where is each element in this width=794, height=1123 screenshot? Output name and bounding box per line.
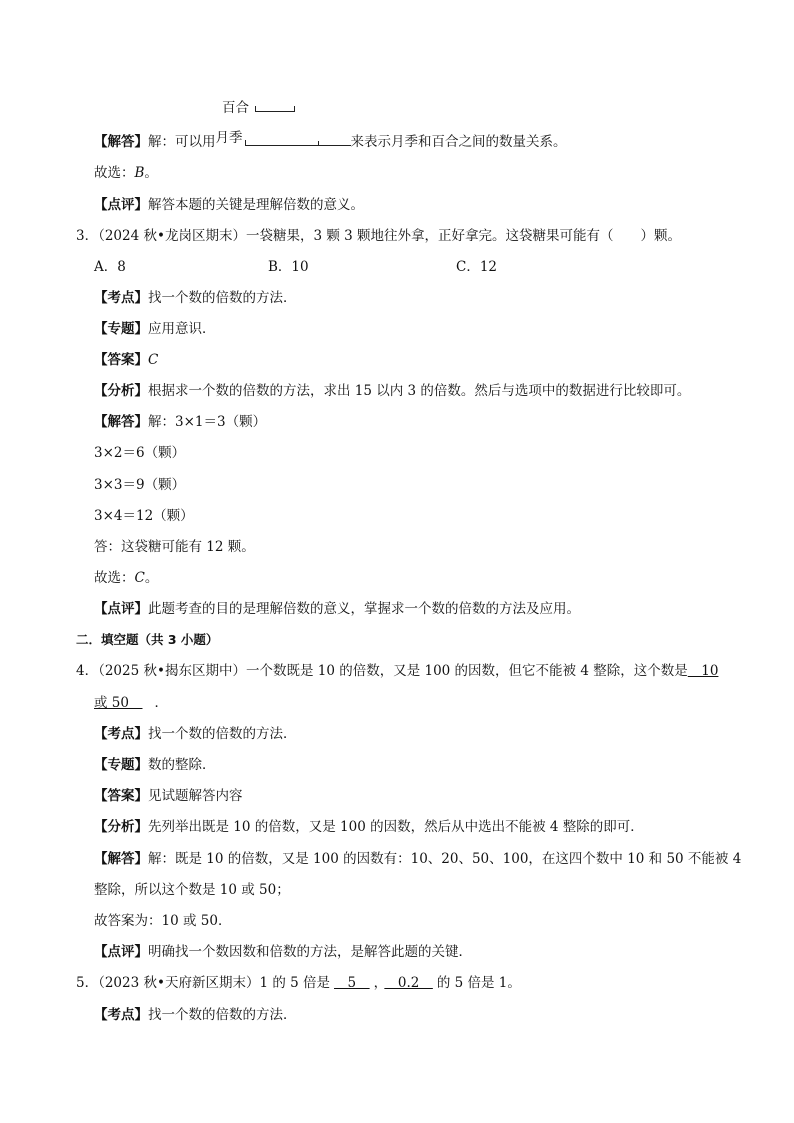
q5-blank-1: 5 [334, 975, 370, 991]
guxuan-answer: C [134, 570, 145, 586]
baihe-bracket [255, 106, 295, 112]
kaodian-tag: 【考点】 [94, 1007, 148, 1023]
q3-guxuan [94, 568, 158, 588]
fenxi-tag: 【分析】 [94, 819, 148, 835]
kaodian-tag: 【考点】 [94, 290, 148, 306]
q3-line-1: 3×2＝6（颗） [94, 445, 186, 461]
q3-option-a: A．8 [94, 259, 126, 275]
q5-mid: ， [373, 975, 381, 991]
q3-line-3: 3×4＝12（颗） [94, 508, 194, 524]
section-title: 二．填空题（共 3 小题） [76, 632, 219, 647]
q4-kaodian [94, 724, 297, 744]
daan-text: 见试题解答内容 [148, 788, 243, 804]
kaodian-text: 找一个数的倍数的方法． [148, 1007, 297, 1023]
yueji-label: 月季 [215, 130, 243, 146]
top-guxuan [94, 163, 158, 183]
zhuanti-text: 应用意识． [148, 321, 216, 337]
q5-stem [76, 973, 521, 993]
jieda-text: 解：3×1＝3（颗） [148, 414, 267, 430]
jieda-text-pre: 解：可以用 [148, 134, 216, 150]
guxuan-post: 。 [144, 165, 158, 181]
q5-stem-post: 的 5 倍是 1。 [436, 975, 521, 991]
q3-line-2: 3×3＝9（颗） [94, 477, 186, 493]
dianping-text: 解答本题的关键是理解倍数的意义。 [148, 197, 364, 213]
baihe-row [222, 98, 295, 118]
yueji-line [319, 145, 351, 146]
jieda-text-1: 解：既是 10 的倍数，又是 100 的因数有：10、20、50、100，在这四个数中 10 和 50 不能被 4 [148, 851, 742, 867]
q5-blank-2: 0.2 [384, 975, 433, 991]
guxuan-pre: 故选： [94, 570, 135, 586]
q3-daan [94, 350, 158, 370]
q3-zhuanti [94, 319, 216, 339]
q3-dianping [94, 599, 580, 619]
guxuan-answer: B [134, 165, 145, 181]
q4-jieda [94, 849, 741, 869]
jieda-tag: 【解答】 [94, 414, 148, 430]
q3-fenxi [94, 381, 690, 401]
dianping-tag: 【点评】 [94, 197, 148, 213]
yueji-bracket [245, 140, 318, 146]
zhuanti-tag: 【专题】 [94, 757, 148, 773]
q4-stem [76, 661, 720, 681]
daan-tag: 【答案】 [94, 352, 148, 368]
q3-jieda [94, 412, 266, 432]
q4-stem-text: 4．（2025 秋•揭东区期中）一个数既是 10 的倍数，又是 100 的因数，但它不能被 4 整除，这个数是 [76, 663, 688, 679]
kaodian-tag: 【考点】 [94, 726, 148, 742]
q4-blank-b: 或 50 [94, 695, 143, 711]
jieda-text-post: 来表示月季和百合之间的数量关系。 [350, 134, 567, 150]
daan-tag: 【答案】 [94, 788, 148, 804]
q5-kaodian [94, 1005, 297, 1025]
jieda-tag: 【解答】 [94, 851, 148, 867]
top-dianping [94, 195, 364, 215]
top-jieda [94, 132, 567, 152]
fenxi-text: 根据求一个数的倍数的方法，求出 15 以内 3 的倍数。然后与选项中的数据进行比较即可。 [148, 383, 691, 399]
q5-stem-pre: 5．（2023 秋•天府新区期末）1 的 5 倍是 [76, 975, 331, 991]
q4-end: ． [154, 695, 168, 711]
kaodian-text: 找一个数的倍数的方法． [148, 726, 297, 742]
dianping-tag: 【点评】 [94, 601, 148, 617]
zhuanti-tag: 【专题】 [94, 321, 148, 337]
q4-fenxi [94, 817, 644, 837]
q3-kaodian [94, 288, 297, 308]
q4-jieda-2: 整除，所以这个数是 10 或 50； [94, 882, 290, 898]
q3-line-4: 答：这袋糖可能有 12 颗。 [94, 539, 255, 555]
guxuan-post: 。 [144, 570, 159, 586]
q4-jieda-3: 故答案为：10 或 50． [94, 913, 232, 929]
dianping-text: 明确找一个数因数和倍数的方法，是解答此题的关键． [148, 944, 472, 960]
q3-stem: 3．（2024 秋•龙岗区期末）一袋糖果，3 颗 3 颗地往外拿，正好拿完。这袋糖果可能有（ ）颗。 [76, 228, 682, 244]
q3-option-c: C．12 [456, 259, 498, 275]
q4-stem-cont [94, 693, 168, 713]
q3-option-b: B．10 [268, 259, 309, 275]
dianping-tag: 【点评】 [94, 944, 148, 960]
q4-dianping [94, 942, 472, 962]
fenxi-tag: 【分析】 [94, 383, 148, 399]
jieda-tag: 【解答】 [94, 134, 148, 150]
q4-zhuanti [94, 755, 216, 775]
zhuanti-text: 数的整除． [148, 757, 216, 773]
dianping-text: 此题考查的目的是理解倍数的意义，掌握求一个数的倍数的方法及应用。 [148, 601, 580, 617]
baihe-label: 百合 [222, 100, 249, 116]
guxuan-pre: 故选： [94, 165, 135, 181]
kaodian-text: 找一个数的倍数的方法． [148, 290, 297, 306]
daan-text: C [148, 352, 159, 368]
q4-daan [94, 786, 243, 806]
q4-blank-a: 10 [687, 663, 719, 679]
fenxi-text: 先列举出既是 10 的倍数，又是 100 的因数，然后从中选出不能被 4 整除的即可． [148, 819, 644, 835]
